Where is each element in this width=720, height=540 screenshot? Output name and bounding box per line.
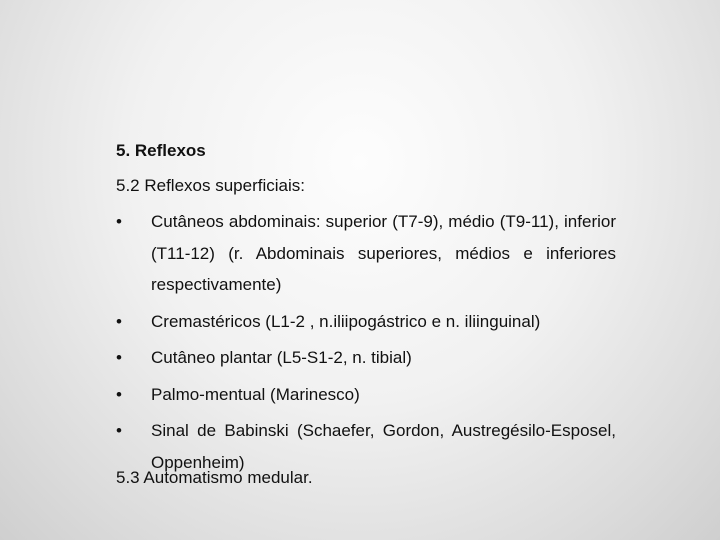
bullet-icon: • (116, 212, 122, 231)
bullet-text: Sinal de Babinski (Schaefer, Gordon, Austregésilo-Esposel, Oppenheim) (151, 421, 616, 472)
bullet-icon: • (116, 421, 122, 440)
bullet-icon: • (116, 384, 122, 404)
bullet-text: Cremastéricos (L1-2 , n.iliipogástrico e n. iliinguinal) (151, 311, 541, 331)
list-item (116, 206, 616, 301)
list-item (116, 306, 616, 338)
section-heading: 5. Reflexos (116, 141, 206, 160)
bullet-text: Palmo-mentual (Marinesco) (151, 384, 360, 404)
bullet-icon: • (116, 311, 122, 331)
bullet-text: Cutâneos abdominais: superior (T7-9), médio (T9-11), inferior (T11-12) (r. Abdominais superiores, médios e inferiores respectivamente) (151, 212, 616, 294)
list-item (116, 342, 616, 374)
bullet-icon: • (116, 348, 122, 367)
subsection-heading: 5.2 Reflexos superficiais: (116, 176, 305, 195)
bullet-list (116, 206, 616, 483)
bullet-text: Cutâneo plantar (L5-S1-2, n. tibial) (151, 348, 412, 367)
list-item (116, 379, 616, 411)
automatismo-heading: 5.3 Automatismo medular. (116, 468, 313, 487)
